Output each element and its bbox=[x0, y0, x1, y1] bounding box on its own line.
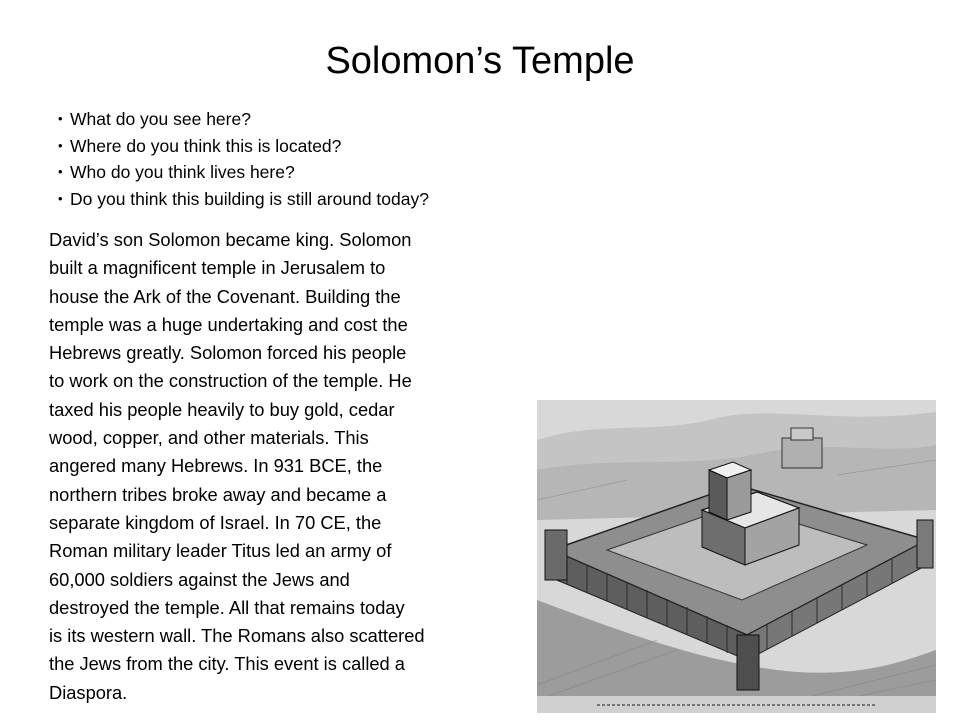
question-item bbox=[58, 133, 429, 160]
body-line: built a magnificent temple in Jerusalem to bbox=[49, 257, 386, 279]
body-line: is its western wall. The Romans also scattered bbox=[49, 625, 425, 647]
question-text: Who do you think lives here? bbox=[70, 162, 295, 182]
bullet-icon: • bbox=[58, 137, 63, 153]
body-line: angered many Hebrews. In 931 BCE, the bbox=[49, 455, 383, 477]
body-line: Diaspora. bbox=[49, 681, 128, 703]
bullet-icon: • bbox=[58, 164, 63, 179]
question-item bbox=[58, 159, 429, 186]
body-line: separate kingdom of Israel. In 70 CE, the bbox=[49, 511, 382, 533]
body-line: Roman military leader Titus led an army of bbox=[49, 540, 392, 562]
question-list bbox=[58, 106, 429, 212]
body-line: taxed his people heavily to buy gold, cedar bbox=[49, 398, 395, 420]
body-line: temple was a huge undertaking and cost the bbox=[49, 313, 408, 335]
question-text: What do you see here? bbox=[70, 109, 251, 129]
question-text: Do you think this building is still around today? bbox=[70, 188, 429, 209]
body-line: David’s son Solomon became king. Solomon bbox=[49, 229, 412, 250]
question-item bbox=[58, 106, 429, 133]
body-line: wood, copper, and other materials. This bbox=[49, 427, 369, 449]
slide-title: Solomon’s Temple bbox=[325, 40, 635, 82]
temple-engraving-image bbox=[537, 400, 936, 713]
body-line: house the Ark of the Covenant. Building the bbox=[49, 285, 401, 307]
body-line: destroyed the temple. All that remains today bbox=[49, 596, 405, 618]
body-line: to work on the construction of the temple. He bbox=[49, 370, 412, 392]
body-text bbox=[49, 226, 509, 707]
bullet-icon: • bbox=[58, 190, 63, 206]
body-line: Hebrews greatly. Solomon forced his people bbox=[49, 342, 407, 364]
question-item bbox=[58, 186, 429, 213]
bullet-icon: • bbox=[58, 111, 63, 126]
question-text: Where do you think this is located? bbox=[70, 135, 342, 156]
body-line: the Jews from the city. This event is called a bbox=[49, 653, 405, 675]
body-line: 60,000 soldiers against the Jews and bbox=[49, 568, 350, 590]
body-line: northern tribes broke away and became a bbox=[49, 483, 387, 505]
